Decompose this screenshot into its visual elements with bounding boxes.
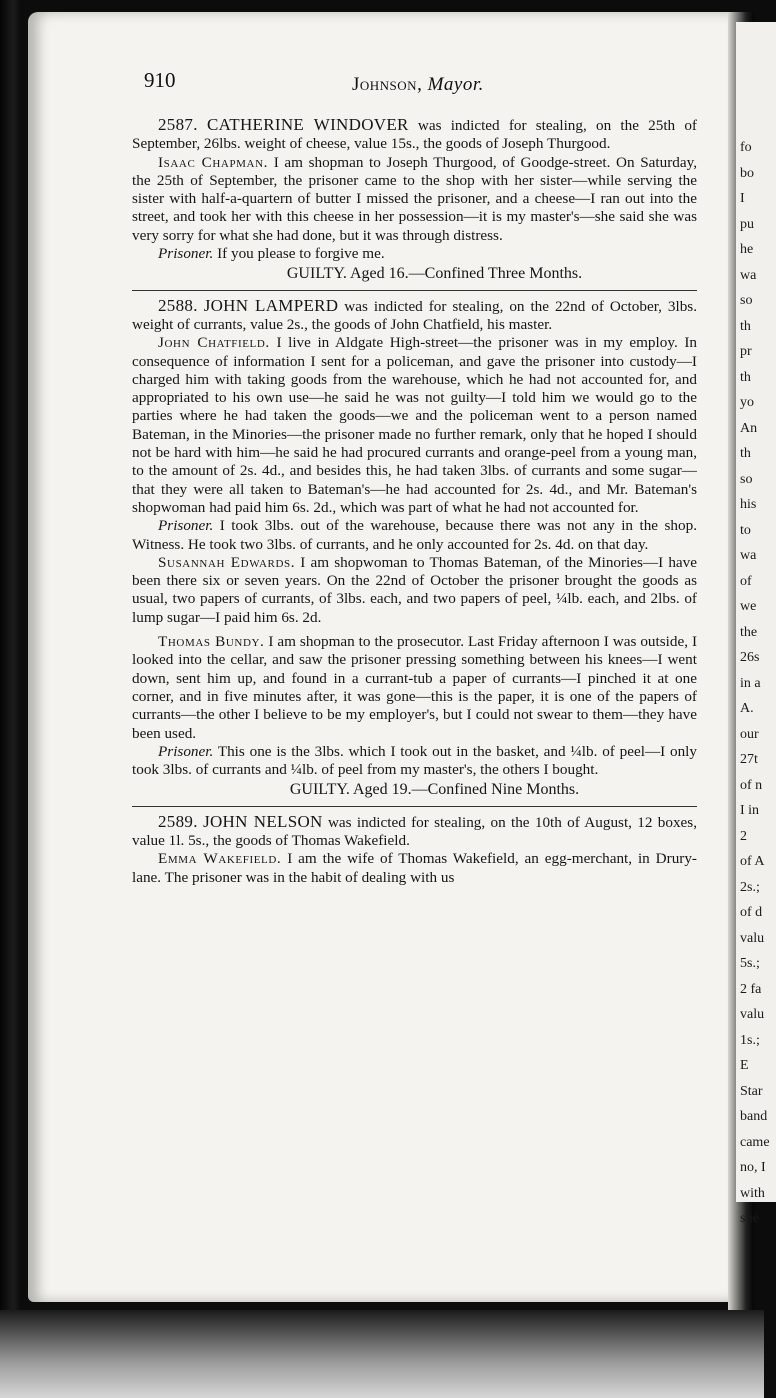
verdict: GUILTY. Aged 16.—Confined Three Months.	[286, 265, 583, 283]
facing-page-text-fragment: valu	[740, 930, 765, 946]
testimony-paragraph: John Chatfield. I live in Aldgate High-street—the prisoner was in my employ. In consequence of information I sent for a policeman, and gave the prisoner into custody—I charged him with taking goods from the warehouse, which he had not accounted for, and appropriated to his own use—he said he was not guilty—I told him we would go to the parties where he had taken the goods—we and the policeman went to a person named Bateman, in the Minories—the prisoner made no further remark, only that he hoped I should not be hard with him—he said he had procured currants and orange-peel from a young man, to the amount of 2s. 4d., and besides this, he had taken 3lbs. of currants and some sugar—that they were all taken to Bateman's—he had accounted for 2s. 4d., and Mr. Bateman's shopwoman had paid him 6s. 2d., which was part of what he had not accounted for.	[132, 334, 697, 516]
facing-page-text-fragment: I	[740, 191, 745, 206]
facing-page-text-fragment: valu	[740, 1007, 765, 1022]
witness-name: John Chatfield.	[158, 334, 270, 352]
witness-name: Isaac Chapman.	[158, 153, 269, 171]
page-body	[132, 116, 697, 887]
facing-page-text-fragment: pu	[740, 216, 754, 232]
facing-page-text-fragment: of d	[740, 905, 763, 920]
defendant-name: JOHN LAMPERD	[203, 295, 339, 315]
facing-page-text-fragment: pr	[740, 344, 752, 359]
facing-page-text-fragment: our	[740, 726, 759, 742]
facing-page-text-fragment: fo	[740, 140, 752, 155]
facing-page-text-fragment: so	[740, 293, 753, 308]
page-header	[140, 68, 700, 108]
facing-page-text-fragment: the	[740, 624, 758, 640]
facing-page-fragment	[736, 22, 776, 1226]
verdict: GUILTY. Aged 19.—Confined Nine Months.	[289, 781, 580, 799]
facing-page-text-fragment: of	[740, 573, 752, 589]
facing-page-text-fragment: th	[740, 446, 751, 461]
facing-page-text-fragment: wa	[740, 548, 757, 563]
witness-name: Emma Wakefield.	[158, 850, 282, 868]
prisoner-statement: Prisoner. This one is the 3lbs. which I took out in the basket, and ¼lb. of peel—I only took 3lbs. of currants and ¼lb. of peel from my master's, the others I bought.	[132, 742, 697, 779]
facing-page-text-fragment: 2s.;	[740, 879, 760, 895]
case-divider	[132, 290, 697, 291]
page-number: 910	[144, 68, 176, 92]
facing-page-text-fragment: so	[740, 471, 753, 487]
facing-page-text-fragment: with	[740, 1185, 765, 1201]
facing-page-text-fragment: 5s.;	[740, 956, 760, 971]
prisoner-statement: Prisoner. I took 3lbs. out of the warehouse, because there was not any in the shop. Witness. He took two 3lbs. of currants, and he only accounted for 2s. 4d. on that day.	[132, 517, 698, 553]
case-2588-indictment: 2588. JOHN LAMPERD was indicted for stealing, on the 22nd of October, 3lbs. weight of currants, value 2s., the goods of John Chatfield, his master.	[132, 295, 697, 333]
facing-page-text-fragment: we	[740, 599, 757, 614]
case-2587-indictment: 2587. CATHERINE WINDOVER was indicted for stealing, on the 25th of September, 26lbs. weight of cheese, value 15s., the goods of Joseph Thurgood.	[132, 115, 697, 153]
case-divider	[132, 806, 697, 807]
facing-page-text-fragment: th	[740, 369, 751, 385]
facing-page-text-fragment: bo	[740, 165, 754, 181]
facing-page-text-fragment: in a	[740, 675, 761, 691]
testimony-paragraph: Thomas Bundy. I am shopman to the prosecutor. Last Friday afternoon I was outside, I looked into the cellar, and saw the prisoner pressing something between his knees—I went down, sent him up, and found in a currant-tub a paper of currants—I pinched it at one corner, and in five minutes after, it was gone—this is the paper, it is one of the papers of currants—the other I believe to be my employer's, but I could not swear to them—they have been used.	[132, 633, 697, 742]
testimony-paragraph: Susannah Edwards. I am shopwoman to Thomas Bateman, of the Minories—I have been there six or seven years. On the 22nd of October the prisoner brought the goods as usual, two papers of currants, of 3lbs. each, and two papers of peel, ¼lb. each, and 2lbs. of lump sugar—I paid him 6s. 2d.	[132, 553, 698, 626]
scan-bottom-edge	[0, 1310, 764, 1398]
facing-page-text-fragment: band	[740, 1109, 768, 1124]
facing-page-text-fragment: 2	[740, 828, 747, 844]
facing-page-text-fragment: no, I	[740, 1160, 766, 1175]
book-binding-edge	[0, 0, 22, 1398]
facing-page-text-fragment: of A	[740, 854, 765, 869]
running-head: Johnson, Mayor.	[352, 74, 484, 95]
facing-page-text-fragment: th	[740, 318, 751, 334]
facing-page-text-fragment: he	[740, 242, 754, 257]
facing-page-text-fragment: she	[740, 1211, 759, 1226]
facing-page-text-fragment: wa	[740, 267, 757, 283]
testimony-paragraph: Emma Wakefield. I am the wife of Thomas Wakefield, an egg-merchant, in Drury-lane. The prisoner was in the habit of dealing with us	[132, 850, 697, 886]
facing-page-text-fragment: E	[740, 1058, 749, 1073]
facing-page-text-fragment: I in	[740, 803, 760, 818]
facing-page-text-fragment: yo	[740, 395, 754, 410]
witness-name: Thomas Bundy.	[158, 633, 265, 651]
defendant-name: JOHN NELSON	[203, 811, 323, 831]
facing-page-text-fragment: 27t	[740, 752, 758, 767]
facing-page-text-fragment: A.	[740, 701, 754, 716]
facing-page-text-fragment: 2 fa	[740, 981, 762, 997]
prisoner-statement: Prisoner. If you please to forgive me.	[158, 245, 385, 263]
facing-page-text-fragment: 1s.;	[740, 1032, 760, 1048]
case-2589-indictment: 2589. JOHN NELSON was indicted for stealing, on the 10th of August, 12 boxes, value 1l. 5s., the goods of Thomas Wakefield.	[132, 811, 697, 849]
defendant-name: CATHERINE WINDOVER	[206, 115, 409, 134]
facing-page-text-fragment: An	[740, 420, 758, 436]
facing-page-text-fragment: Star	[740, 1083, 763, 1099]
facing-page-text-fragment: came	[740, 1134, 770, 1150]
facing-page-text-fragment: to	[740, 522, 751, 538]
facing-page-text-fragment: 26s	[740, 650, 760, 665]
facing-page-text-fragment: of n	[740, 777, 763, 793]
witness-name: Susannah Edwards.	[158, 553, 296, 571]
facing-page-text-fragment: his	[740, 497, 757, 512]
testimony-paragraph: Isaac Chapman. I am shopman to Joseph Thurgood, of Goodge-street. On Saturday, the 25th of September, the prisoner came to the shop with her sister—while serving the sister with half-a-quartern of butter I missed the prisoner, and a cheese—I ran out into the street, and took her with this cheese in her possession—it is my master's—she said she was very sorry for what she had done, but it was through distress.	[132, 153, 698, 244]
